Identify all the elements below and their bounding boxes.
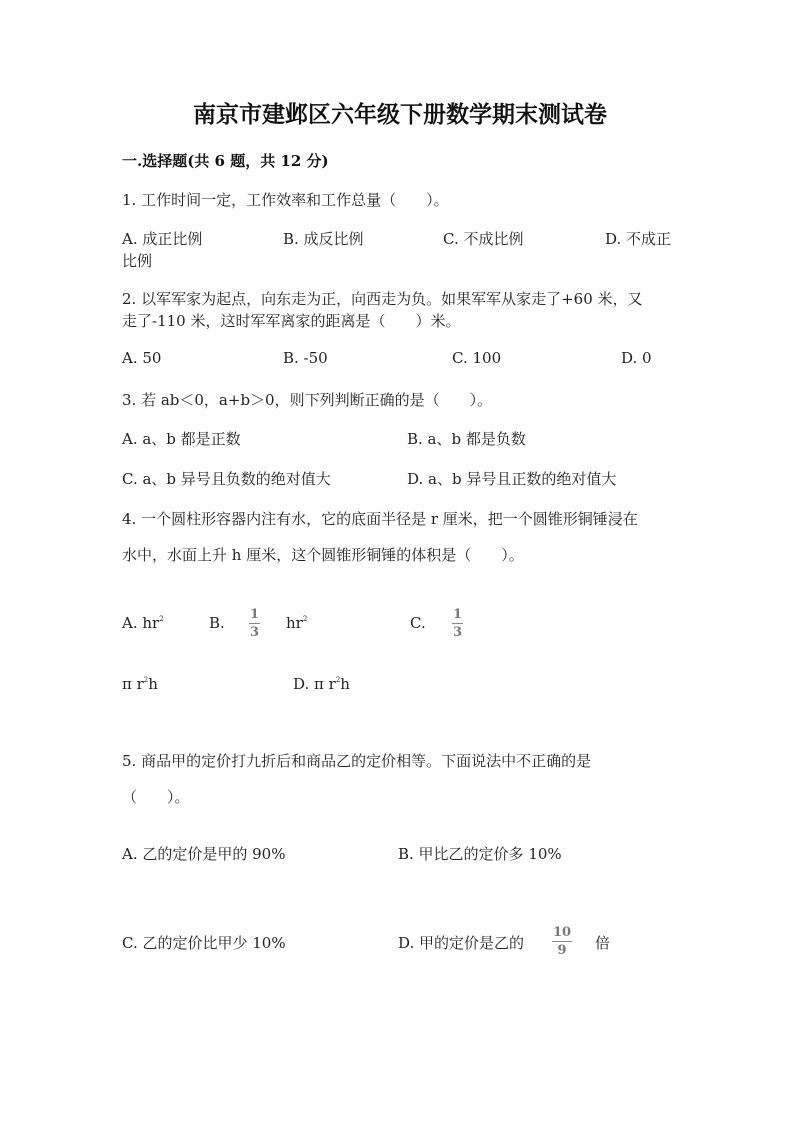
fraction-bar	[552, 941, 572, 942]
q2-stem-line2: 走了-110 米，这时军军离家的距离是（ ）米。	[122, 312, 461, 330]
q3-option-d[interactable]: D. a、b 异号且正数的绝对值大	[407, 470, 617, 488]
q1-option-d[interactable]: D. 不成正	[605, 230, 672, 248]
q2-option-d[interactable]: D. 0	[621, 349, 652, 367]
q3-stem: 3. 若 ab＜0，a+b＞0，则下列判断正确的是（ ）。	[122, 391, 493, 409]
q4-option-d[interactable]: D. π $r^2h$	[293, 675, 350, 693]
fraction-bar	[249, 623, 260, 624]
q2-option-c[interactable]: C. 100	[452, 349, 502, 367]
q5-option-c[interactable]: C. 乙的定价比甲少 10%	[122, 934, 286, 952]
q5-stem-line1: 5. 商品甲的定价打九折后和商品乙的定价相等。下面说法中不正确的是	[122, 752, 592, 770]
q3-option-c[interactable]: C. a、b 异号且负数的绝对值大	[122, 470, 331, 488]
q1-option-b[interactable]: B. 成反比例	[283, 230, 364, 248]
q5-option-d-fraction: 10 9	[553, 925, 572, 958]
q5-option-b[interactable]: B. 甲比乙的定价多 10%	[398, 845, 562, 863]
q5-option-a[interactable]: A. 乙的定价是甲的 90%	[122, 845, 286, 863]
q5-option-d-tail: 倍	[595, 934, 611, 952]
page-title: 南京市建邺区六年级下册数学期末测试卷	[193, 101, 607, 128]
q2-option-b[interactable]: B. -50	[283, 349, 328, 367]
q3-option-b[interactable]: B. a、b 都是负数	[407, 430, 526, 448]
q4-stem-line2: 水中，水面上升 h 厘米，这个圆锥形铜锤的体积是（ ）。	[122, 546, 524, 564]
q1-stem: 1. 工作时间一定，工作效率和工作总量（ ）。	[122, 191, 449, 209]
q4-option-c-label[interactable]: C.	[410, 614, 426, 632]
q1-option-a[interactable]: A. 成正比例	[122, 230, 203, 248]
q4-option-c-continued: π $r^2h$	[122, 675, 158, 693]
q3-option-a[interactable]: A. a、b 都是正数	[122, 430, 241, 448]
fraction-bar	[452, 623, 463, 624]
q2-stem-line1: 2. 以军军家为起点，向东走为正，向西走为负。如果军军从家走了+60 米，又	[122, 290, 643, 308]
q4-option-c-fraction: 1 3	[453, 607, 463, 640]
q4-option-b-fraction: 1 3	[250, 607, 260, 640]
section-heading: 一.选择题(共 6 题，共 12 分)	[122, 152, 329, 170]
q4-stem-line1: 4. 一个圆柱形容器内注有水，它的底面半径是 r 厘米，把一个圆锥形铜锤浸在	[122, 510, 638, 528]
q1-option-c[interactable]: C. 不成比例	[443, 230, 524, 248]
q5-stem-line2: （ ）。	[122, 788, 190, 806]
q5-option-d[interactable]: D. 甲的定价是乙的	[398, 934, 525, 952]
q4-option-b-tail: $hr^2$	[286, 614, 308, 632]
q2-option-a[interactable]: A. 50	[122, 349, 162, 367]
q4-option-a[interactable]: A. $hr^2$	[122, 614, 164, 632]
q1-option-d-wrap: 比例	[122, 252, 153, 270]
q4-option-b-label[interactable]: B.	[209, 614, 225, 632]
